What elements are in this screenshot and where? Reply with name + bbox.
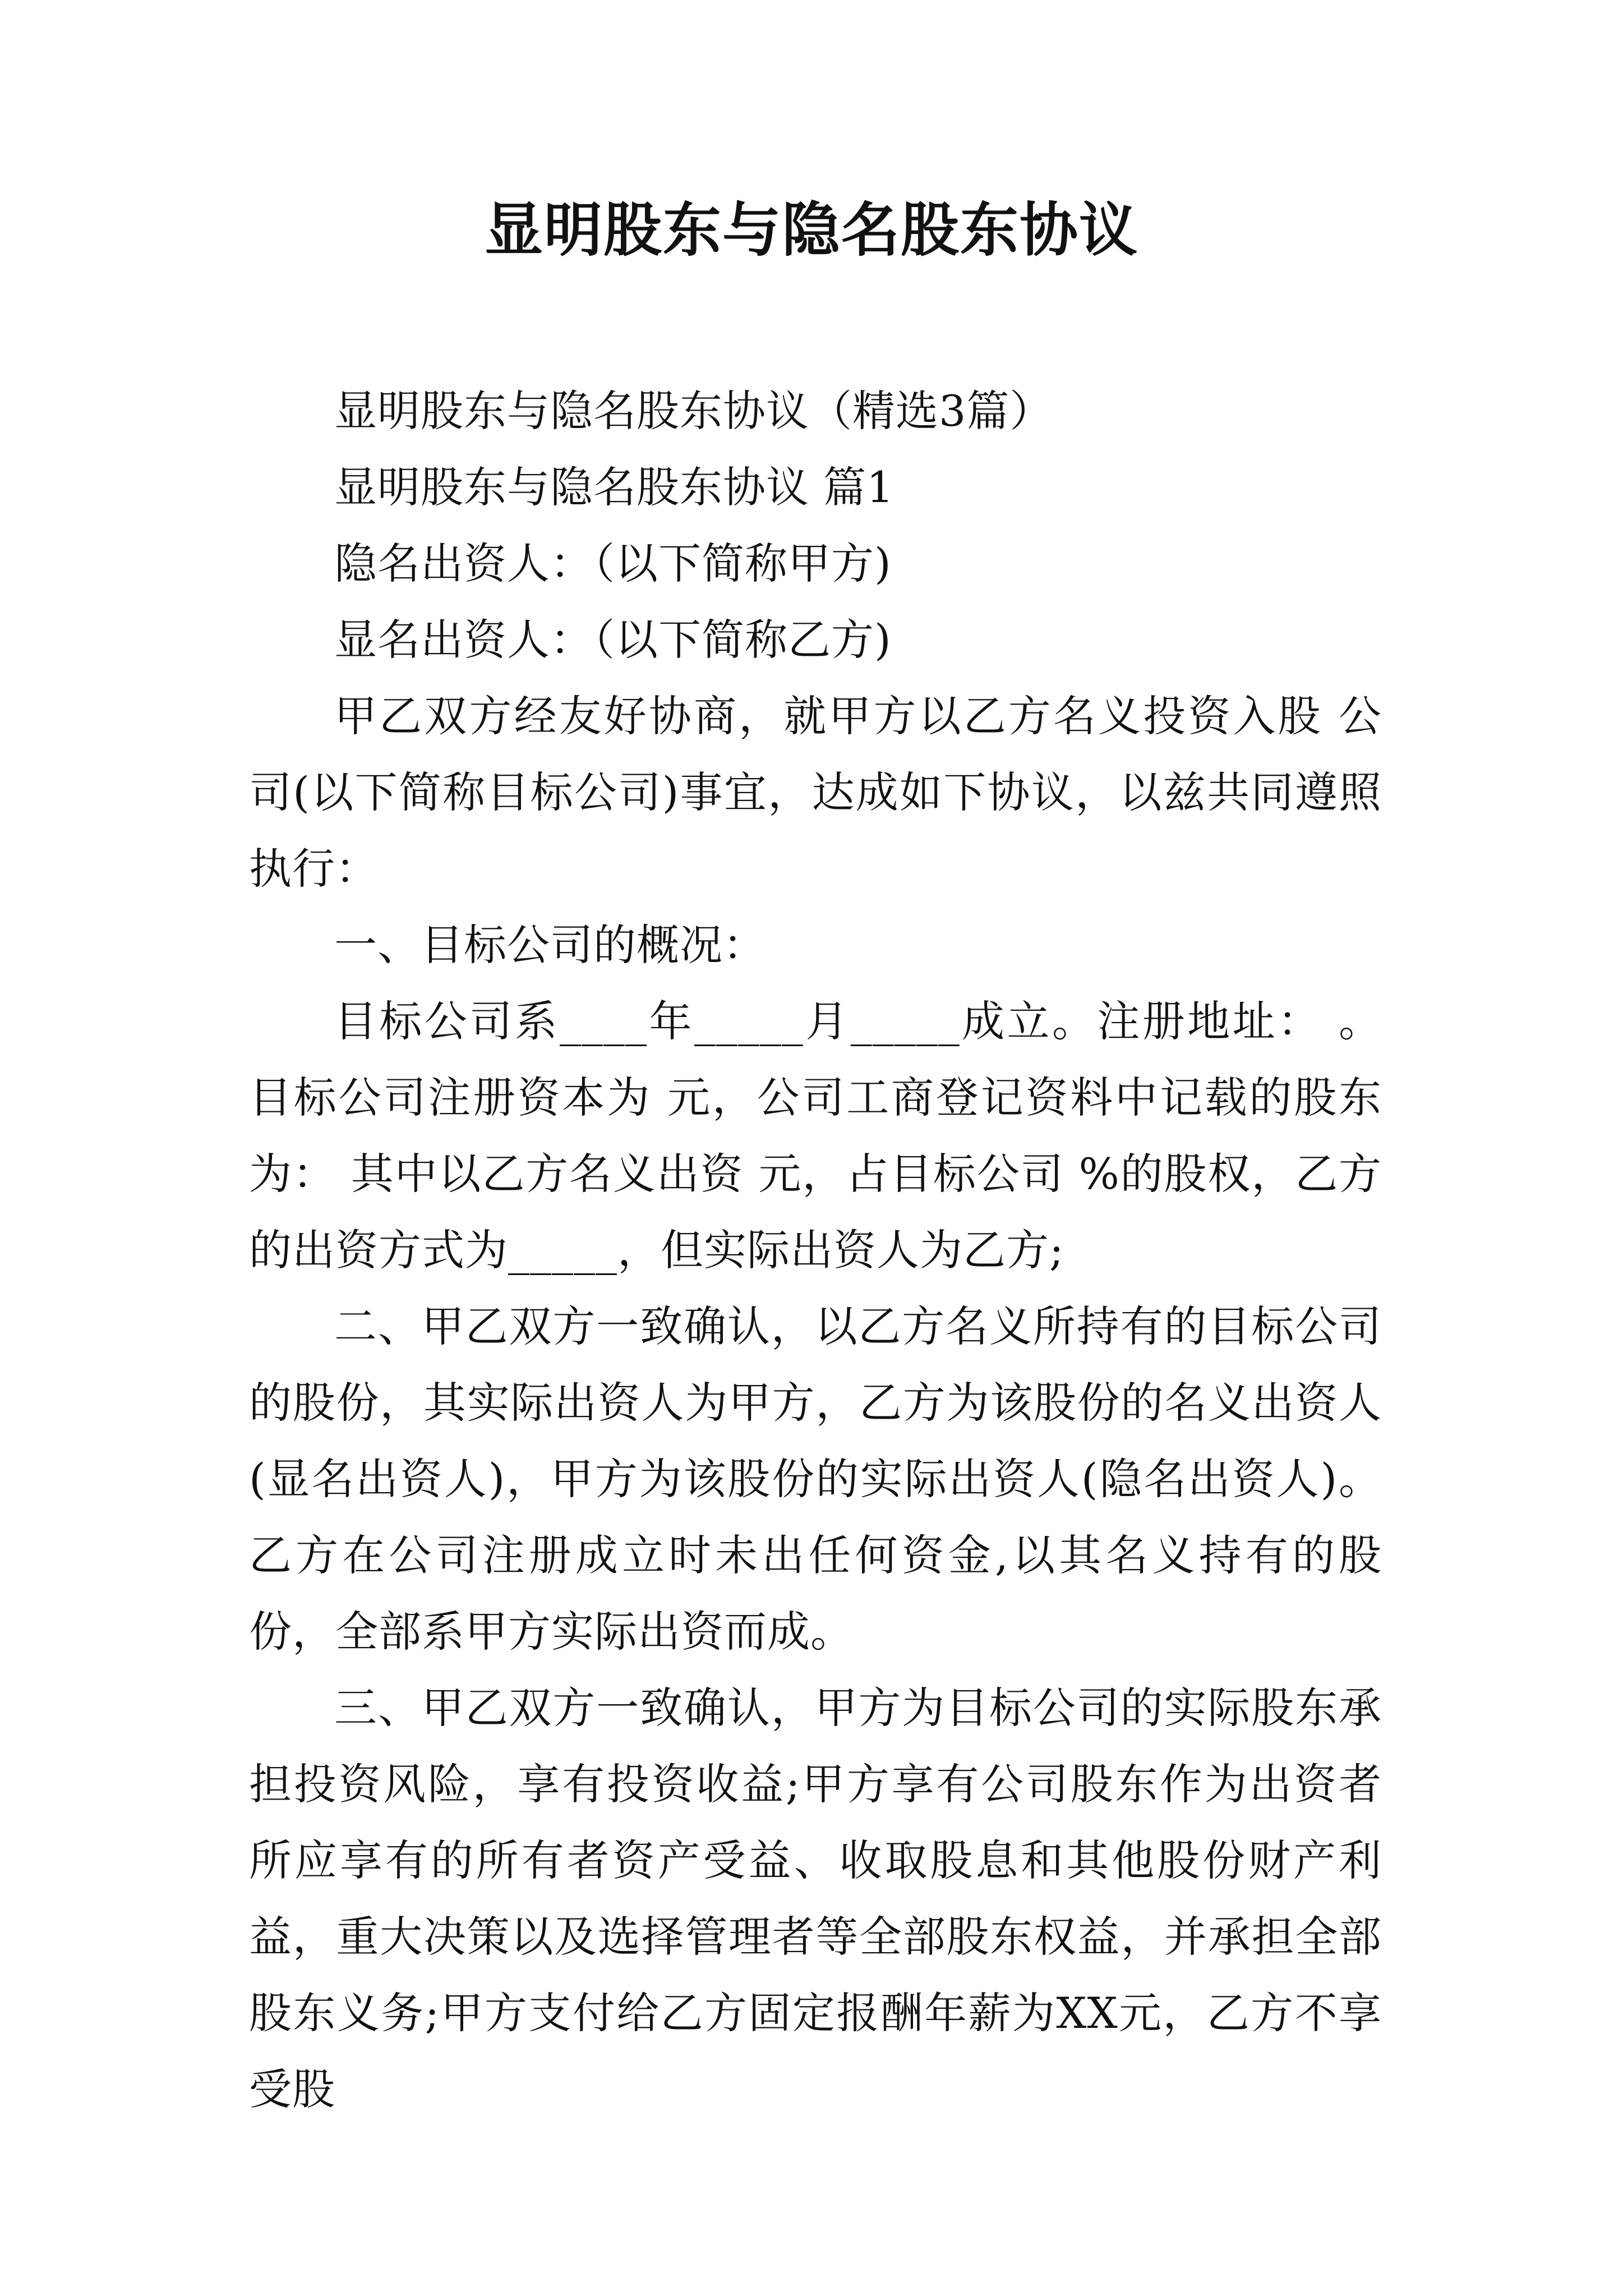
- paragraph-clause-1-heading: 一、目标公司的概况：: [334, 920, 766, 970]
- paragraph-clause-1-body: 目标公司系____年_____月_____成立。注册地址： 。目标公司注册资本为 元，公司工商登记资料中记载的股东为： 其中以乙方名义出资 元，占目标公司 %的股权，乙方的出资方式为_____，但实际出资人为乙方;: [249, 996, 1382, 1275]
- paragraph-subtitle: 显明股东与隐名股东协议（精选3篇）: [334, 386, 1053, 436]
- document-body: [249, 373, 1382, 2128]
- paragraph-section-heading: 显明股东与隐名股东协议 篇1: [334, 462, 895, 512]
- paragraph-clause-2: 二、甲乙双方一致确认，以乙方名义所持有的目标公司的股份，其实际出资人为甲方，乙方为该股份的名义出资人(显名出资人)，甲方为该股份的实际出资人(隐名出资人)。乙方在公司注册成立时未出任何资金,以其名义持有的股份，全部系甲方实际出资而成。: [249, 1301, 1382, 1657]
- document-title: 显明股东与隐名股东协议: [484, 195, 1138, 264]
- paragraph-preamble: 甲乙双方经友好协商，就甲方以乙方名义投资入股 公司(以下简称目标公司)事宜，达成如下协议，以兹共同遵照执行：: [249, 691, 1382, 894]
- paragraph-party-a: 隐名出资人：（以下简称甲方): [334, 539, 892, 588]
- paragraph-clause-3: 三、甲乙双方一致确认，甲方为目标公司的实际股东承担投资风险，享有投资收益;甲方享有公司股东作为出资者所应享有的所有者资产受益、收取股息和其他股份财产利益，重大决策以及选择管理者等全部股东权益，并承担全部股东义务;甲方支付给乙方固定报酬年薪为XX元，乙方不享受股: [249, 1683, 1382, 2114]
- paragraph-party-b: 显名出资人：（以下简称乙方): [334, 615, 892, 665]
